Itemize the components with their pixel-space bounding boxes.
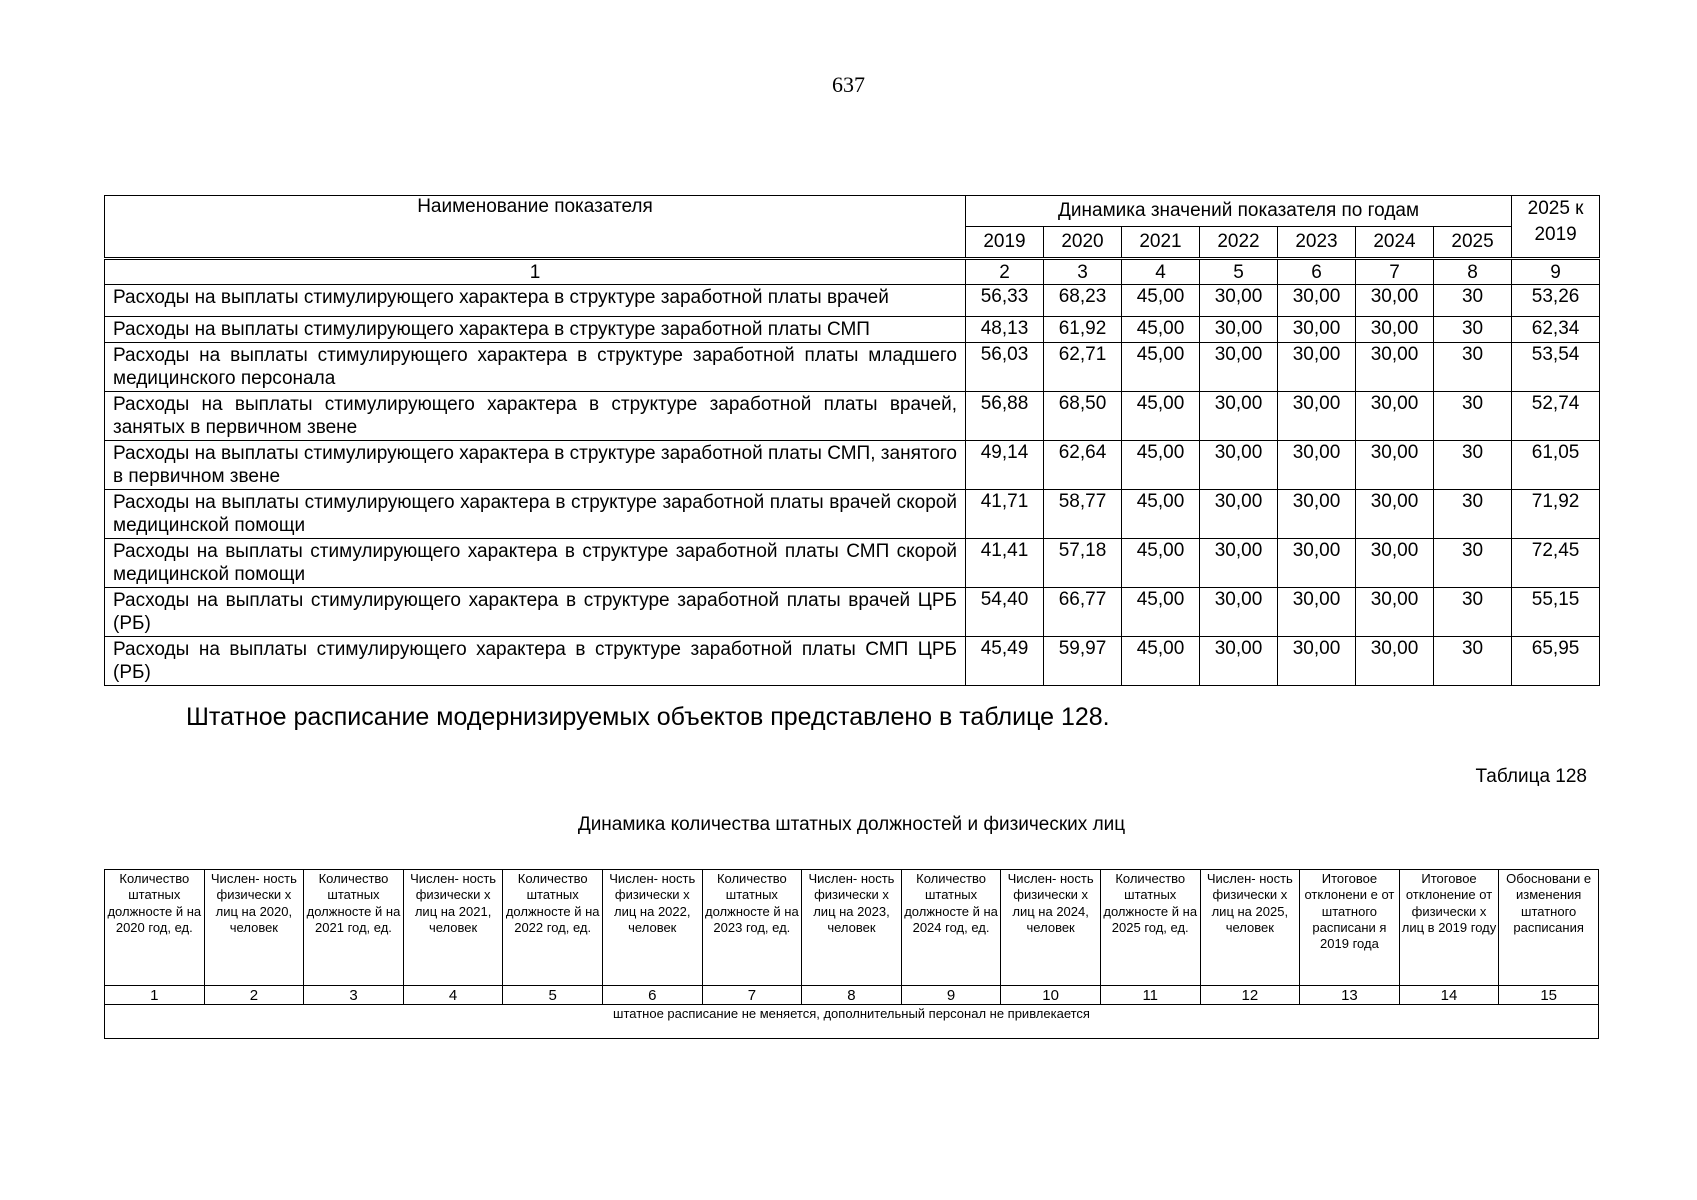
column-index-cell: 4 xyxy=(1122,259,1200,285)
staffing-header: Числен- ность физически х лиц на 2021, человек xyxy=(403,870,503,986)
indicator-name: Расходы на выплаты стимулирующего характера в структуре заработной платы СМП, занятого в первичном звене xyxy=(105,441,966,490)
column-index-cell: 5 xyxy=(1200,259,1278,285)
indicator-name: Расходы на выплаты стимулирующего характера в структуре заработной платы младшего медицинского персонала xyxy=(105,343,966,392)
dynamics-header: Динамика значений показателя по годам xyxy=(966,196,1512,227)
column-index-cell: 13 xyxy=(1300,986,1400,1005)
indicator-name-header: Наименование показателя xyxy=(105,196,966,259)
table-row xyxy=(105,588,1600,637)
value-cell: 56,33 xyxy=(966,285,1044,317)
value-cell: 30,00 xyxy=(1356,490,1434,539)
staffing-header: Количество штатных должносте й на 2022 год, ед. xyxy=(503,870,603,986)
column-index-cell: 3 xyxy=(304,986,404,1005)
column-index-cell: 6 xyxy=(602,986,702,1005)
value-cell: 30,00 xyxy=(1200,637,1278,686)
staffing-header: Количество штатных должносте й на 2024 год, ед. xyxy=(901,870,1001,986)
value-cell: 49,14 xyxy=(966,441,1044,490)
column-index-cell: 11 xyxy=(1100,986,1200,1005)
column-index-cell: 8 xyxy=(1434,259,1512,285)
column-index-cell: 4 xyxy=(403,986,503,1005)
column-index-cell: 1 xyxy=(105,986,205,1005)
value-cell: 45,00 xyxy=(1122,441,1200,490)
year-header: 2020 xyxy=(1044,227,1122,259)
column-index-cell: 10 xyxy=(1001,986,1101,1005)
value-cell: 45,00 xyxy=(1122,637,1200,686)
value-cell: 30,00 xyxy=(1200,285,1278,317)
value-cell: 30,00 xyxy=(1278,285,1356,317)
table-row xyxy=(105,490,1600,539)
value-cell: 30,00 xyxy=(1278,637,1356,686)
staffing-header: Итоговое отклонени е от штатного расписани я 2019 года xyxy=(1300,870,1400,986)
staffing-header: Количество штатных должносте й на 2020 год, ед. xyxy=(105,870,205,986)
column-index-cell: 2 xyxy=(966,259,1044,285)
value-cell: 45,00 xyxy=(1122,317,1200,343)
value-cell: 30,00 xyxy=(1356,285,1434,317)
value-cell: 30,00 xyxy=(1356,539,1434,588)
value-cell: 30 xyxy=(1434,317,1512,343)
value-cell: 30,00 xyxy=(1278,539,1356,588)
value-cell: 45,00 xyxy=(1122,392,1200,441)
value-cell: 71,92 xyxy=(1512,490,1600,539)
value-cell: 30 xyxy=(1434,392,1512,441)
value-cell: 53,54 xyxy=(1512,343,1600,392)
value-cell: 30,00 xyxy=(1278,441,1356,490)
year-header: 2023 xyxy=(1278,227,1356,259)
staffing-header: Числен- ность физически х лиц на 2022, человек xyxy=(602,870,702,986)
column-index-cell: 15 xyxy=(1499,986,1599,1005)
value-cell: 68,23 xyxy=(1044,285,1122,317)
column-index-cell: 9 xyxy=(901,986,1001,1005)
value-cell: 45,00 xyxy=(1122,588,1200,637)
staffing-header: Числен- ность физически х лиц на 2023, человек xyxy=(802,870,902,986)
value-cell: 30,00 xyxy=(1200,317,1278,343)
value-cell: 52,74 xyxy=(1512,392,1600,441)
value-cell: 30 xyxy=(1434,343,1512,392)
value-cell: 61,92 xyxy=(1044,317,1122,343)
compare-header: 2025 к 2019 xyxy=(1512,196,1600,259)
value-cell: 55,15 xyxy=(1512,588,1600,637)
column-index-cell: 8 xyxy=(802,986,902,1005)
column-index-cell: 2 xyxy=(204,986,304,1005)
value-cell: 56,88 xyxy=(966,392,1044,441)
value-cell: 30,00 xyxy=(1278,343,1356,392)
value-cell: 30,00 xyxy=(1356,588,1434,637)
value-cell: 30,00 xyxy=(1278,588,1356,637)
value-cell: 68,50 xyxy=(1044,392,1122,441)
value-cell: 30,00 xyxy=(1356,392,1434,441)
value-cell: 59,97 xyxy=(1044,637,1122,686)
column-index-cell: 1 xyxy=(105,259,966,285)
column-index-cell: 3 xyxy=(1044,259,1122,285)
table-row xyxy=(105,317,1600,343)
value-cell: 41,71 xyxy=(966,490,1044,539)
staffing-header: Числен- ность физически х лиц на 2020, человек xyxy=(204,870,304,986)
column-index-cell: 6 xyxy=(1278,259,1356,285)
value-cell: 30,00 xyxy=(1200,490,1278,539)
indicator-name: Расходы на выплаты стимулирующего характера в структуре заработной платы СМП xyxy=(105,317,966,343)
indicator-name: Расходы на выплаты стимулирующего характера в структуре заработной платы врачей, занятых в первичном звене xyxy=(105,392,966,441)
page-number: 637 xyxy=(832,72,865,97)
staffing-header: Количество штатных должносте й на 2025 год, ед. xyxy=(1100,870,1200,986)
column-index-cell: 5 xyxy=(503,986,603,1005)
column-index-cell: 14 xyxy=(1399,986,1499,1005)
staffing-table xyxy=(104,869,1599,1039)
table-row xyxy=(105,285,1600,317)
value-cell: 30 xyxy=(1434,539,1512,588)
value-cell: 30 xyxy=(1434,490,1512,539)
value-cell: 30,00 xyxy=(1200,343,1278,392)
year-header: 2021 xyxy=(1122,227,1200,259)
value-cell: 45,00 xyxy=(1122,539,1200,588)
value-cell: 30,00 xyxy=(1356,637,1434,686)
value-cell: 45,00 xyxy=(1122,285,1200,317)
year-header: 2019 xyxy=(966,227,1044,259)
table-title: Динамика количества штатных должностей и физических лиц xyxy=(577,814,1126,835)
value-cell: 30,00 xyxy=(1356,441,1434,490)
value-cell: 41,41 xyxy=(966,539,1044,588)
column-index-cell: 9 xyxy=(1512,259,1600,285)
value-cell: 30,00 xyxy=(1278,490,1356,539)
staffing-header: Итоговое отклонение от физически х лиц в 2019 году xyxy=(1399,870,1499,986)
value-cell: 30 xyxy=(1434,441,1512,490)
value-cell: 62,64 xyxy=(1044,441,1122,490)
value-cell: 53,26 xyxy=(1512,285,1600,317)
staffing-header: Количество штатных должносте й на 2021 год, ед. xyxy=(304,870,404,986)
indicator-name: Расходы на выплаты стимулирующего характера в структуре заработной платы врачей xyxy=(105,285,966,317)
staffing-header: Обосновани е изменения штатного расписания xyxy=(1499,870,1599,986)
value-cell: 30,00 xyxy=(1356,317,1434,343)
value-cell: 57,18 xyxy=(1044,539,1122,588)
value-cell: 30,00 xyxy=(1200,588,1278,637)
column-index-cell: 7 xyxy=(1356,259,1434,285)
staffing-header: Количество штатных должносте й на 2023 год, ед. xyxy=(702,870,802,986)
value-cell: 62,71 xyxy=(1044,343,1122,392)
value-cell: 61,05 xyxy=(1512,441,1600,490)
table-row xyxy=(105,539,1600,588)
column-index-cell: 12 xyxy=(1200,986,1300,1005)
value-cell: 30,00 xyxy=(1200,539,1278,588)
staffing-note: штатное расписание не меняется, дополнительный персонал не привлекается xyxy=(105,1005,1599,1039)
year-header: 2022 xyxy=(1200,227,1278,259)
column-index-cell: 7 xyxy=(702,986,802,1005)
year-header: 2024 xyxy=(1356,227,1434,259)
staffing-header: Числен- ность физически х лиц на 2025, человек xyxy=(1200,870,1300,986)
indicator-name: Расходы на выплаты стимулирующего характера в структуре заработной платы врачей скорой медицинской помощи xyxy=(105,490,966,539)
value-cell: 30,00 xyxy=(1278,317,1356,343)
value-cell: 30,00 xyxy=(1278,392,1356,441)
indicator-name: Расходы на выплаты стимулирующего характера в структуре заработной платы СМП скорой медицинской помощи xyxy=(105,539,966,588)
value-cell: 30 xyxy=(1434,588,1512,637)
value-cell: 56,03 xyxy=(966,343,1044,392)
value-cell: 30 xyxy=(1434,285,1512,317)
value-cell: 45,49 xyxy=(966,637,1044,686)
value-cell: 58,77 xyxy=(1044,490,1122,539)
value-cell: 30,00 xyxy=(1200,392,1278,441)
value-cell: 45,00 xyxy=(1122,490,1200,539)
indicator-dynamics-table xyxy=(104,195,1600,686)
table-row xyxy=(105,343,1600,392)
value-cell: 62,34 xyxy=(1512,317,1600,343)
value-cell: 45,00 xyxy=(1122,343,1200,392)
year-header: 2025 xyxy=(1434,227,1512,259)
value-cell: 30,00 xyxy=(1200,441,1278,490)
value-cell: 30 xyxy=(1434,637,1512,686)
value-cell: 66,77 xyxy=(1044,588,1122,637)
value-cell: 30,00 xyxy=(1356,343,1434,392)
value-cell: 72,45 xyxy=(1512,539,1600,588)
value-cell: 54,40 xyxy=(966,588,1044,637)
paragraph-text: Штатное расписание модернизируемых объектов представлено в таблице 128. xyxy=(186,703,1110,731)
table-row xyxy=(105,441,1600,490)
value-cell: 65,95 xyxy=(1512,637,1600,686)
table-row xyxy=(105,637,1600,686)
indicator-name: Расходы на выплаты стимулирующего характера в структуре заработной платы СМП ЦРБ (РБ) xyxy=(105,637,966,686)
table-caption: Таблица 128 xyxy=(1475,766,1587,787)
table-row xyxy=(105,392,1600,441)
value-cell: 48,13 xyxy=(966,317,1044,343)
staffing-header: Числен- ность физически х лиц на 2024, человек xyxy=(1001,870,1101,986)
indicator-name: Расходы на выплаты стимулирующего характера в структуре заработной платы врачей ЦРБ (РБ) xyxy=(105,588,966,637)
